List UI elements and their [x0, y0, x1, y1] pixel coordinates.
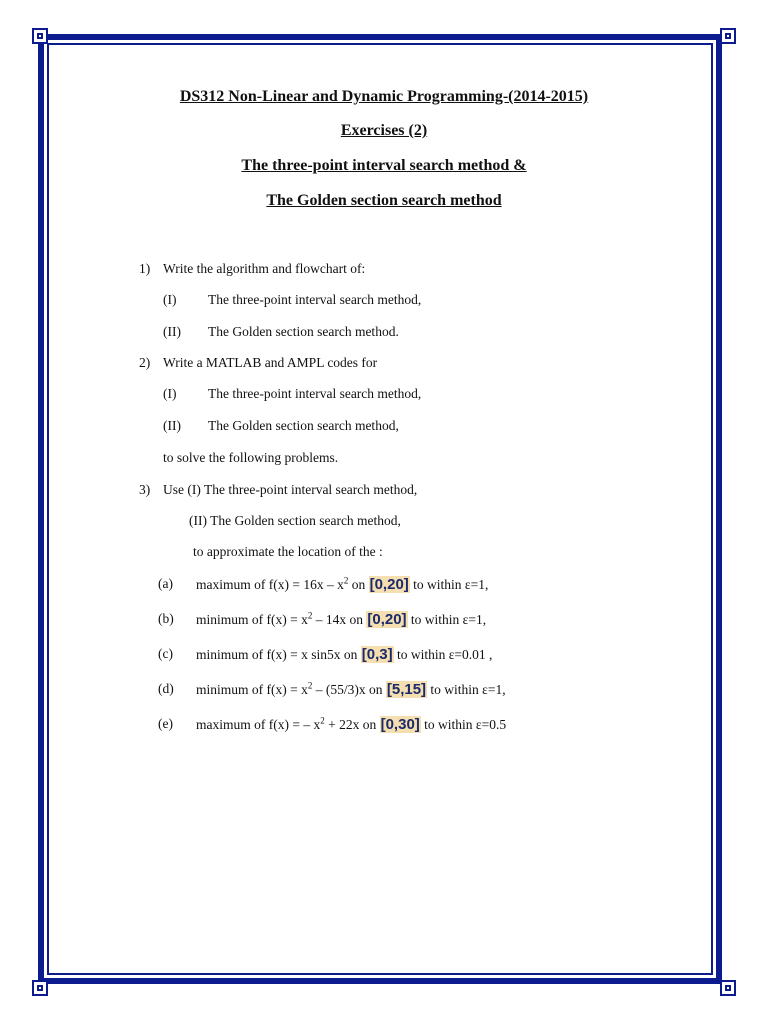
- question-1-item-i: [163, 292, 422, 308]
- question-number: 1): [139, 261, 151, 276]
- item-label: (d): [158, 681, 174, 696]
- item-number: (I): [163, 292, 177, 307]
- corner-ornament: [32, 980, 48, 996]
- question-text: Use (I) The three-point interval search method,: [163, 482, 418, 497]
- question-text: Write a MATLAB and AMPL codes for: [163, 355, 378, 370]
- question-number: 3): [139, 482, 151, 497]
- item-text: The three-point interval search method,: [208, 292, 422, 307]
- corner-ornament: [720, 980, 736, 996]
- item-text: maximum of f(x) = – $x^2 + 22x$ on [0,30] to within ε=0.5: [196, 715, 507, 733]
- item-label: (c): [158, 646, 173, 661]
- item-number: (I): [163, 386, 177, 401]
- item-text: minimum of $f(x) = x^2 - (55/3)x$ on [5,15] to within ε=1,: [196, 680, 506, 698]
- item-label: (a): [158, 576, 173, 591]
- problem-item: [158, 680, 506, 698]
- item-number: (II): [163, 418, 181, 433]
- page-border-inner: [47, 43, 713, 975]
- question-text: Write the algorithm and flowchart of:: [163, 261, 366, 276]
- problem-item: [158, 646, 493, 663]
- item-text: minimum of $f(x) = x^2 - 14x$ on [0,20] to within ε=1,: [196, 610, 487, 628]
- topic-title-2: The Golden section search method: [266, 192, 502, 209]
- item-label: (b): [158, 611, 174, 626]
- question-1: [139, 261, 366, 277]
- interval-box: [0,20]: [369, 576, 409, 593]
- question-2: [139, 355, 378, 371]
- item-text: The Golden section search method,: [208, 418, 399, 433]
- exercises-title: Exercises (2): [340, 122, 428, 139]
- question-3-method-ii: (II) The Golden section search method,: [189, 513, 401, 528]
- question-1-item-ii: [163, 324, 399, 340]
- item-text: The Golden section search method.: [208, 324, 399, 339]
- interval-box: [0,3]: [361, 646, 393, 663]
- question-3: [139, 482, 418, 498]
- question-2-tail: to solve the following problems.: [163, 450, 339, 465]
- interval-box: [5,15]: [386, 681, 427, 698]
- question-3-approx: to approximate the location of the :: [193, 544, 383, 559]
- item-text: minimum of f(x) = x sin5x on [0,3] to within ε=0.01 ,: [196, 646, 493, 663]
- question-2-item-ii: [163, 418, 399, 434]
- corner-ornament: [32, 28, 48, 44]
- course-title: DS312 Non-Linear and Dynamic Programming-(2014-2015): [179, 88, 589, 105]
- interval-box: [0,20]: [367, 611, 407, 628]
- corner-ornament: [720, 28, 736, 44]
- interval-box: [0,30]: [380, 716, 420, 733]
- topic-title-1: The three-point interval search method &: [241, 157, 527, 174]
- question-2-item-i: [163, 386, 422, 402]
- item-number: (II): [163, 324, 181, 339]
- question-number: 2): [139, 355, 151, 370]
- item-text: maximum of $f(x) = 16x - x^2$ on [0,20] to within ε=1,: [196, 575, 489, 593]
- problem-item: [158, 575, 489, 593]
- item-label: (e): [158, 716, 173, 731]
- problem-item: [158, 610, 487, 628]
- problem-item: [158, 715, 507, 733]
- item-text: The three-point interval search method,: [208, 386, 422, 401]
